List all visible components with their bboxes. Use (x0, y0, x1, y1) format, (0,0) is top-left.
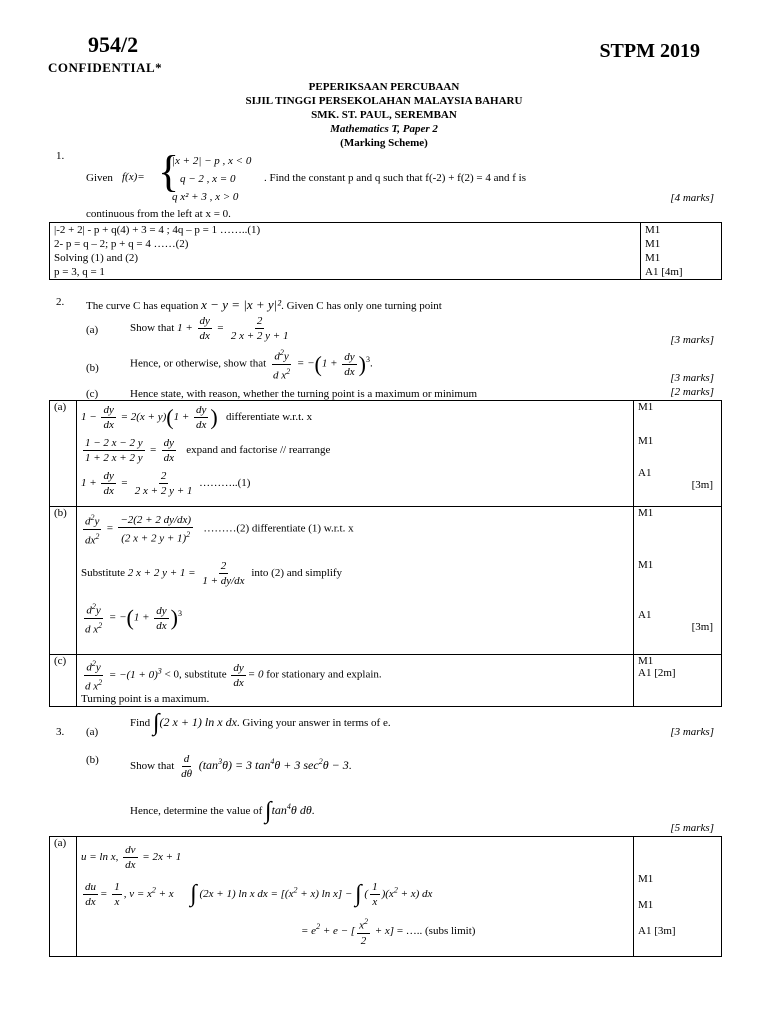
q3a-scheme-marks (634, 837, 722, 957)
q3b-text: Show that (130, 760, 175, 773)
q3b-label: (b) (86, 754, 99, 766)
q1-scheme-marks (641, 223, 722, 280)
q1-scheme-table (49, 222, 722, 280)
mark: [3m] (691, 479, 713, 491)
q2a-statement: Show that 1 + $\frac{dy}{dx}$ = $\frac{2}{2 x + 2 y + 1}$ (130, 315, 289, 342)
mark: M1 (638, 435, 654, 447)
q1-case: |x + 2| − p , x < 0 (172, 155, 252, 167)
scheme-line: = $e^2 + e$ − [ $\frac{x^2}{2}$ + x] = ….. (subs limit) (301, 917, 476, 947)
q3a-text: Find (130, 717, 151, 729)
q2a-marks: [3 marks] (670, 334, 714, 346)
mark: A1 [2m] (638, 667, 676, 679)
q2-number: 2. (56, 296, 65, 308)
q3a-tail: . Giving your answer in terms of e. (236, 717, 391, 729)
title-line: Mathematics T, Paper 2 (330, 123, 438, 135)
q1-continuation: continuous from the left at x = 0. (86, 208, 231, 220)
mark: [3m] (691, 621, 713, 633)
q2a-scheme-marks (634, 401, 722, 507)
q2b-statement: Hence, or otherwise, show that $\frac{d^2y}{d x^2}$ = −(1 + $\frac{dy}{dx}$ )$^3$. (130, 348, 373, 382)
scheme-line: 1 − $\frac{dy}{dx}$ = 2(x + y)(1 + $\frac{dy}{dx}$ ) differentiate w.r.t. x (81, 404, 313, 431)
q2b-scheme-marks (634, 507, 722, 655)
scheme-tag: (b) (50, 507, 77, 655)
q2-intro-text: The curve C has equation (86, 300, 199, 312)
scheme-note: for stationary and explain. (266, 668, 382, 681)
q2c-text: Hence state, with reason, whether the turning point is a maximum or minimum (130, 388, 478, 400)
mark: M1 (638, 507, 654, 519)
q1-marks: [4 marks] (670, 192, 714, 204)
scheme-tag: (c) (50, 655, 77, 707)
q2b-marks: [3 marks] (670, 372, 714, 384)
q1-case: q x² + 3 , x > 0 (172, 191, 239, 203)
q3b-hence: Hence, determine the value of $\int\tan^4\theta$ dθ. (130, 797, 315, 824)
scheme-note: < 0, substitute (164, 668, 227, 681)
scheme-line: p = 3, q = 1 (54, 266, 105, 278)
mark: M1 (638, 899, 654, 911)
q1-text: . Find the constant p and q such that f(-2) + f(2) = 4 and f is (264, 172, 526, 184)
q2a-text: Show that (130, 322, 175, 335)
q1-case: q − 2 , x = 0 (180, 173, 236, 185)
q3-number: 3. (56, 726, 65, 738)
scheme-line: 2- p = q – 2; p + q = 4 ……(2) (54, 238, 189, 250)
q3b-hence-text: Hence, determine the value of (130, 805, 263, 817)
title-line: PEPERIKSAAN PERCUBAAN (308, 81, 460, 93)
scheme-line: Turning point is a maximum. (81, 693, 210, 706)
mark: A1 [4m] (645, 266, 683, 278)
mark: A1 (638, 467, 652, 479)
q3-scheme-table (49, 836, 722, 957)
q1-function: f(x)= (122, 171, 145, 183)
mark: M1 (645, 238, 661, 250)
scheme-line: $\frac{d^2y}{d x^2}$ = $-(1 + 0)^3 < 0$, substitute $\frac{dy}{dx}$ = 0 for stationary and explain. (85, 659, 382, 693)
title-line: SMK. ST. PAUL, SEREMBAN (311, 109, 457, 121)
scheme-line: $\frac{1 - 2 x - 2 y}{1 + 2 x + 2 y}$ = $\frac{dy}{dx}$ expand and factorise // rearrange (85, 437, 331, 464)
q2a-scheme-work (77, 401, 634, 507)
q1-scheme-work (50, 223, 641, 280)
scheme-tag: (a) (50, 401, 77, 507)
scheme-note: ………(2) differentiate (1) w.r.t. x (203, 522, 354, 535)
mark: M1 (645, 252, 661, 264)
scheme-tag: (a) (50, 837, 77, 957)
q2c-scheme-work (77, 655, 634, 707)
scheme-line: 1 + $\frac{dy}{dx}$ = $\frac{2}{2 x + 2 y + 1}$ ………..(1) (81, 470, 251, 497)
q1-given: Given (86, 172, 113, 184)
scheme-note: expand and factorise // rearrange (186, 444, 331, 457)
q1-brace: { (158, 147, 180, 196)
scheme-line: $\frac{d^2y}{d x^2}$ = −(1 + $\frac{dy}{dx}$ )$^3$ (85, 602, 182, 636)
q2a-label: (a) (86, 324, 99, 336)
q3b-marks: [5 marks] (670, 822, 714, 834)
q2-intro-tail: . Given C has only one turning point (281, 300, 442, 312)
document-title (0, 80, 768, 150)
confidential-label: CONFIDENTIAL* (48, 60, 163, 75)
mark: M1 (638, 559, 654, 571)
q2-scheme-table (49, 400, 722, 707)
q3a-scheme-work (77, 837, 634, 957)
q2b-text: Hence, or otherwise, show that (130, 357, 267, 370)
q3a-label: (a) (86, 726, 99, 738)
scheme-line: $\frac{du}{dx}$ = $\frac{1}{x}$ , $v = x^2 + x$ ∫ (2x + 1) ln x dx = [$(x^2 + x)$ ln x] − ∫ ( $\frac{1}{x}$ )$(x^2 + x)$ dx (85, 881, 433, 908)
scheme-line: |-2 + 2| - p + q(4) + 3 = 4 ; 4q – p = 1 ……..(1) (54, 224, 261, 236)
mark: A1 (638, 609, 652, 621)
q2c-label: (c) (86, 388, 99, 400)
paper-code: 954/2 (88, 32, 139, 57)
exam-title: STPM 2019 (599, 40, 700, 62)
q3a-statement: Find ∫(2 x + 1) ln x dx. Giving your answer in terms of e. (130, 709, 391, 736)
q2b-scheme-work (77, 507, 634, 655)
title-line: SIJIL TINGGI PERSEKOLAHAN MALAYSIA BAHARU (245, 95, 523, 107)
scheme-line: u = ln x, $\frac{dv}{dx}$ = 2x + 1 (81, 844, 182, 871)
scheme-line: Substitute 2 x + 2 y + 1 = $\frac{2}{1 + dy/dx}$ into (2) and simplify (81, 560, 343, 588)
q1-number: 1. (56, 150, 65, 162)
mark: M1 (638, 655, 654, 667)
mark: M1 (645, 224, 661, 236)
scheme-note: Substitute (81, 567, 126, 580)
q2c-marks: [2 marks] (670, 386, 714, 398)
title-line: (Marking Scheme) (340, 137, 428, 149)
scheme-note: ………..(1) (199, 477, 251, 490)
mark: M1 (638, 401, 654, 413)
q1-cases (172, 152, 251, 206)
q2b-label: (b) (86, 362, 99, 374)
scheme-note: = ….. (subs limit) (396, 924, 476, 937)
mark: M1 (638, 873, 654, 885)
q2-equation: x − y = |x + y|² (201, 297, 282, 312)
scheme-line: Solving (1) and (2) (54, 252, 139, 264)
mark: A1 [3m] (638, 925, 676, 937)
q3b-tail: . (348, 760, 352, 773)
q2-intro (86, 298, 442, 313)
scheme-note: into (2) and simplify (251, 567, 343, 580)
scheme-note: differentiate w.r.t. x (226, 411, 313, 424)
q3a-marks: [3 marks] (670, 726, 714, 738)
q2c-scheme-marks (634, 655, 722, 707)
q3b-statement: Show that $\frac{d}{d\theta}$ $(\tan^3\theta) = 3$ $\tan^4\theta + 3$ $\sec^2\theta - 3$. (130, 753, 352, 780)
scheme-line: $\frac{d^2y}{dx^2}$ = $\frac{-2(2 + 2 dy/dx)}{(2 x + 2 y + 1)^2}$ ………(2) differentiate (1) w.r.t. x (85, 513, 354, 547)
